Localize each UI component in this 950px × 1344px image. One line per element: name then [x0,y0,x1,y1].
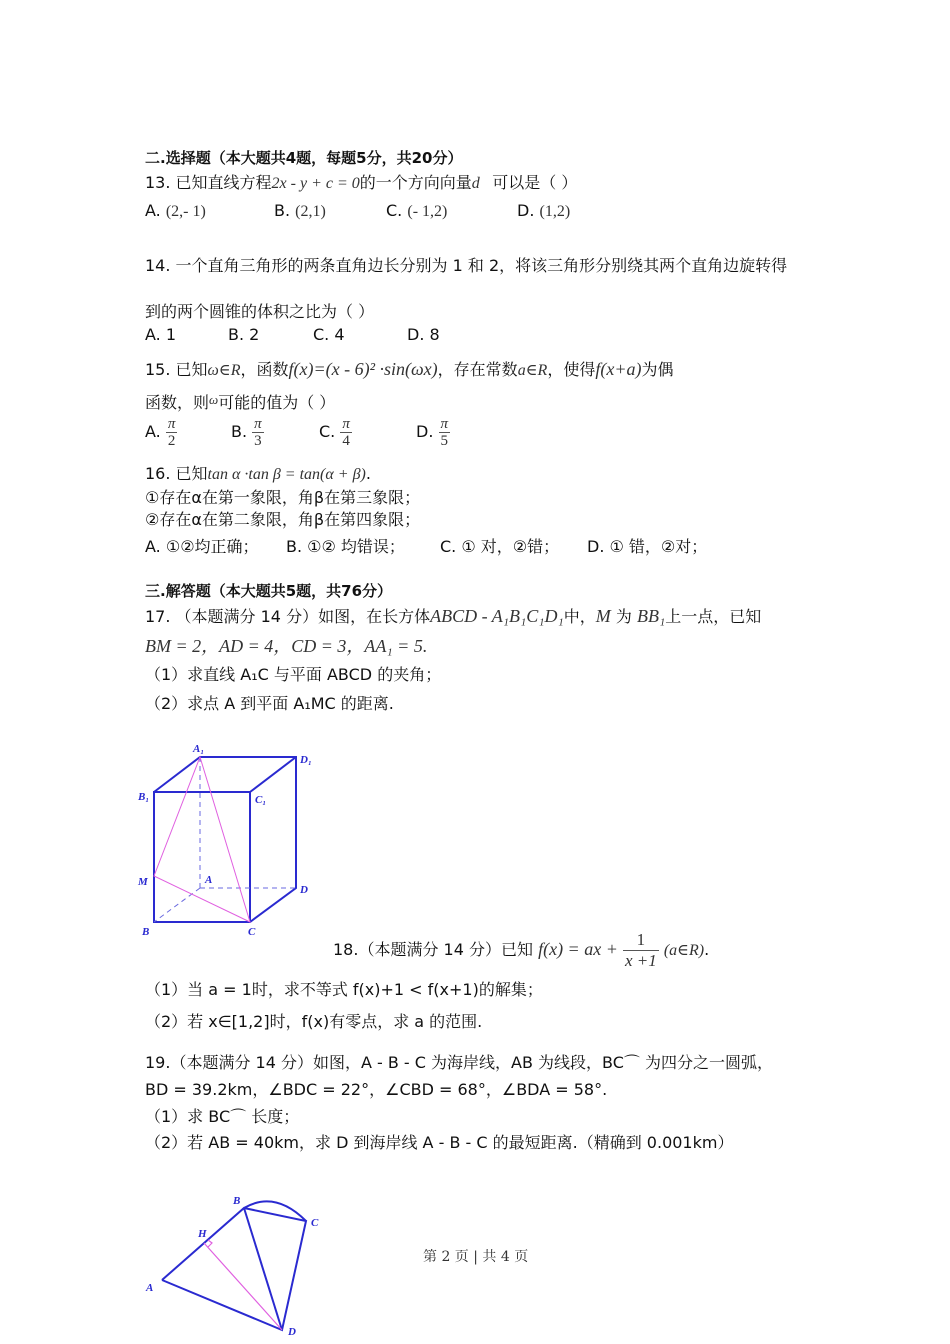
option-value: ① 错，②对； [609,537,708,556]
svg-text:D: D [288,1326,296,1338]
q18-part-2: （2）若 x∈[1,2]时，f(x)有零点，求 a 的范围. [145,1012,483,1031]
fraction [252,416,264,449]
q18-end: . [704,940,710,959]
svg-text:M: M [138,876,148,888]
q13-option-c[interactable] [386,201,447,222]
option-value: 4 [334,325,345,344]
q15-text4: 为偶 [641,360,674,379]
q17-part-2: （2）求点 A 到平面 A₁MC 的距离. [145,694,394,713]
option-label: A. [145,325,161,344]
question-17-line1 [145,606,761,627]
denominator: 4 [342,433,350,449]
q16-prefix: 16. 已知 [145,464,208,483]
q17-suffix: 上一点，已知 [665,607,762,626]
q15-shifted-function: f(x+a) [595,359,642,379]
option-label: A. [145,201,161,220]
q13-option-d[interactable] [517,201,570,222]
q15-line2-prefix: 函数，则 [145,393,210,412]
q18-function-lhs: f(x) = ax + [538,939,618,959]
svg-text:B: B [233,1195,241,1207]
option-value: 1 [165,325,177,344]
q15-prefix: 15. 已知 [145,360,208,379]
numerator: π [440,416,449,432]
svg-text:C: C [248,926,256,938]
option-value: 8 [429,325,440,344]
option-label: B. [231,422,248,441]
q15-omega: ω [209,392,219,407]
q17-part-1: （1）求直线 A₁C 与平面 ABCD 的夹角； [145,665,442,684]
q16-option-c[interactable] [440,537,559,557]
q17-mid2: 为 [615,607,632,626]
q19-part-2: （2）若 AB = 40km，求 D 到海岸线 A - B - C 的最短距离.（精确到 0.001km） [145,1133,734,1152]
question-19-line2: BD = 39.2km，∠BDC = 22°，∠CBD = 68°，∠BDA = 58°. [145,1080,608,1099]
numerator: 1 [623,930,659,951]
q15-line2-suffix: 可能的值为（ ） [218,393,336,412]
q18-condition: (a∈R) [663,942,705,959]
svg-text:A: A [146,1282,154,1294]
option-value: (2,- 1) [165,203,206,220]
question-16 [145,464,371,485]
option-label: B. [274,201,291,220]
q18-fraction [623,930,659,971]
q16-statement-1: ①存在α在第一象限，角β在第三象限； [145,488,421,507]
denominator: x +1 [624,951,657,970]
section-3-heading: 三.解答题（本大题共5题，共76分） [145,582,393,600]
svg-text:D: D [300,884,308,896]
q15-text2: ，存在常数 [437,360,518,379]
q16-option-a[interactable] [145,537,259,557]
cuboid-figure [130,735,330,945]
option-value: (2,1) [295,203,326,220]
option-value: ① 对，②错； [461,537,560,556]
numerator: π [167,416,176,432]
q19-part-1: （1）求 BC⌒ 长度； [145,1107,300,1126]
svg-text:C₁: C₁ [255,794,267,806]
q13-middle: 的一个方向向量 [359,173,472,192]
denominator: 3 [254,433,262,449]
section-2-heading: 二.选择题（本大题共4题，每题5分，共20分） [145,149,463,167]
q13-prefix: 13. 已知直线方程 [145,173,272,192]
svg-text:D₁: D₁ [300,754,312,766]
fraction [340,416,352,449]
q18-part-1: （1）当 a = 1时，求不等式 f(x)+1 < f(x+1)的解集； [145,980,543,999]
q15-text3: ，使得 [547,360,596,379]
option-value: (1,2) [539,203,571,220]
question-18 [333,930,709,971]
q15-text1: ，函数 [240,360,289,379]
option-label: D. [517,201,535,220]
page-footer: 第 2 页 | 共 4 页 [423,1249,529,1265]
svg-text:H: H [198,1228,207,1240]
label-a1: A₁ [193,743,205,755]
denominator: 2 [167,433,176,449]
q16-option-b[interactable] [286,537,405,557]
q14-option-a[interactable] [145,325,176,345]
numerator: π [254,416,262,432]
option-label: C. [313,325,330,344]
fraction [166,416,178,449]
option-value: ①② 均错误； [307,537,405,556]
q17-point-m: M [595,606,611,626]
option-label: C. [386,201,403,220]
question-14-line2: 到的两个圆锥的体积之比为（ ） [145,302,375,321]
option-label: A. [145,422,161,441]
q13-option-a[interactable] [145,201,206,222]
q17-mid: 中， [563,607,596,626]
q15-a-in-r: a∈R [517,362,548,379]
question-15-line1 [145,359,673,381]
option-label: C. [319,422,336,441]
question-19-line1: 19.（本题满分 14 分）如图，A - B - C 为海岸线，AB 为线段，BC⌒ 为四分之一圆弧， [145,1053,774,1072]
q17-givens: BM = 2，AD = 4，CD = 3，AA₁ = 5. [145,636,428,656]
denominator: 5 [440,433,448,449]
q18-prefix: 18.（本题满分 14 分）已知 [333,940,533,959]
option-label: D. [416,422,434,441]
q13-suffix: 可以是（ ） [492,173,578,192]
svg-text:A: A [205,874,213,886]
q15-option-a[interactable] [145,416,177,449]
q14-option-c[interactable] [313,325,345,345]
q17-solid: ABCD - A₁B₁C₁D₁ [430,606,564,626]
q17-prefix: 17. （本题满分 14 分）如图，在长方体 [145,607,431,626]
q13-option-b[interactable] [274,201,326,222]
q14-option-b[interactable] [228,325,259,345]
q15-function: f(x)=(x - 6)² ·sin(ωx) [288,359,438,379]
option-label: C. [440,537,457,556]
q13-equation: 2x - y + c = 0 [271,175,360,192]
question-15-line2 [145,390,335,413]
option-label: B. [228,325,245,344]
numerator: π [342,416,350,432]
q16-end: . [365,464,371,483]
svg-text:B₁: B₁ [138,791,150,803]
option-label: D. [587,537,605,556]
q15-option-d[interactable] [416,416,450,449]
q15-omega-in-r: ω∈R [207,362,241,379]
coastline-figure [130,1185,350,1344]
svg-text:C: C [311,1217,319,1229]
option-value: (- 1,2) [407,203,448,220]
option-label: D. [407,325,425,344]
q15-option-c[interactable] [319,416,352,449]
q16-equation: tan α ·tan β = tan(α + β) [207,466,366,483]
q16-option-d[interactable] [587,537,707,557]
option-label: A. [145,537,161,556]
fraction [439,416,451,449]
option-label: B. [286,537,303,556]
question-14-line1: 14. 一个直角三角形的两条直角边长分别为 1 和 2，将该三角形分别绕其两个直角边旋转得 [145,256,788,275]
q14-option-d[interactable] [407,325,440,345]
svg-text:B: B [142,926,150,938]
q17-edge-bb1: BB₁ [637,606,666,626]
option-value: 2 [249,325,260,344]
q13-vector: d⃗ [471,175,493,192]
question-13 [145,173,577,194]
q15-option-b[interactable] [231,416,264,449]
option-value: ①②均正确； [165,537,259,556]
q16-statement-2: ②存在α在第二象限，角β在第四象限； [145,510,421,529]
